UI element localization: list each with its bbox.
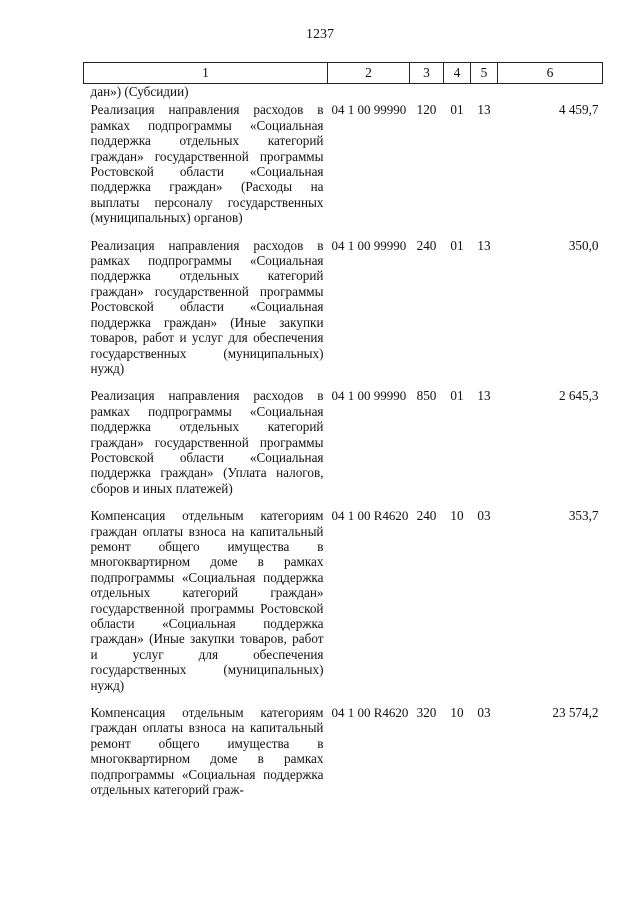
header-col-6: 6 — [498, 63, 603, 84]
row-target-code: 04 1 00 99990 — [331, 237, 407, 253]
header-col-3: 3 — [410, 63, 444, 84]
row-target-code: 04 1 00 99990 — [331, 388, 407, 404]
table-row — [84, 226, 603, 377]
row-amount: 23 574,2 — [552, 705, 599, 721]
table-row — [84, 693, 603, 797]
row-target-code: 04 1 00 99990 — [331, 102, 407, 118]
header-row — [84, 63, 603, 84]
row-subsection: 13 — [477, 237, 491, 253]
table-row — [84, 376, 603, 496]
row-description: Компенсация отдельным категориям граждан оплаты взноса на капитальный ремонт общего имущества в многоквартирном доме в рамках подпрограммы «Социальная поддержка отдельных категорий граждан» государственной программы Ростовской области «Социальная поддержка граждан» (Иные закупки товаров, работ и услуг для обеспечения государственных (муниципальных) нужд) — [90, 508, 324, 693]
row-subsection: 03 — [477, 705, 491, 721]
row-description: Реализация направления расходов в рамках подпрограммы «Социальная поддержка отдельных категорий граждан» государственной программы Ростовской области «Социальная поддержка граждан» (Расходы на выплаты персоналу государственных (муниципальных) органов) — [90, 102, 324, 226]
row-subsection: 13 — [477, 102, 491, 118]
table-row — [84, 496, 603, 693]
row-subsection: 13 — [477, 388, 491, 404]
row-description: Компенсация отдельным категориям граждан оплаты взноса на капитальный ремонт общего имущества в многоквартирном доме в рамках подпрограммы «Социальная поддержка отдельных категорий граж- — [90, 705, 324, 798]
row-description: Реализация направления расходов в рамках подпрограммы «Социальная поддержка отдельных категорий граждан» государственной программы Ростовской области «Социальная поддержка граждан» (Уплата налогов, сборов и иных платежей) — [90, 388, 324, 496]
page-number: 1237 — [306, 27, 334, 42]
row-section: 01 — [450, 102, 464, 118]
budget-table — [83, 62, 603, 797]
table-body — [84, 84, 603, 798]
table-row — [84, 99, 603, 225]
carry-over-text: дан») (Субсидии) — [90, 84, 189, 99]
row-expense-type: 850 — [416, 388, 437, 404]
row-target-code: 04 1 00 R4620 — [331, 508, 409, 524]
budget-table-container — [83, 62, 602, 797]
header-col-4: 4 — [444, 63, 471, 84]
row-expense-type: 240 — [416, 508, 437, 524]
row-amount: 4 459,7 — [558, 102, 599, 118]
carry-over-row — [84, 84, 603, 100]
row-subsection: 03 — [477, 508, 491, 524]
row-expense-type: 240 — [416, 237, 437, 253]
header-col-2: 2 — [328, 63, 410, 84]
header-col-1: 1 — [84, 63, 328, 84]
row-amount: 353,7 — [568, 508, 599, 524]
row-section: 01 — [450, 237, 464, 253]
row-target-code: 04 1 00 R4620 — [331, 705, 409, 721]
row-section: 01 — [450, 388, 464, 404]
row-section: 10 — [450, 705, 464, 721]
row-amount: 2 645,3 — [558, 388, 599, 404]
row-description: Реализация направления расходов в рамках подпрограммы «Социальная поддержка отдельных категорий граждан» государственной программы Ростовской области «Социальная поддержка граждан» (Иные закупки товаров, работ и услуг для обеспечения государственных (муниципальных) нужд) — [90, 237, 324, 376]
row-amount: 350,0 — [568, 237, 599, 253]
header-col-5: 5 — [471, 63, 498, 84]
row-section: 10 — [450, 508, 464, 524]
row-expense-type: 320 — [416, 705, 437, 721]
row-expense-type: 120 — [416, 102, 437, 118]
